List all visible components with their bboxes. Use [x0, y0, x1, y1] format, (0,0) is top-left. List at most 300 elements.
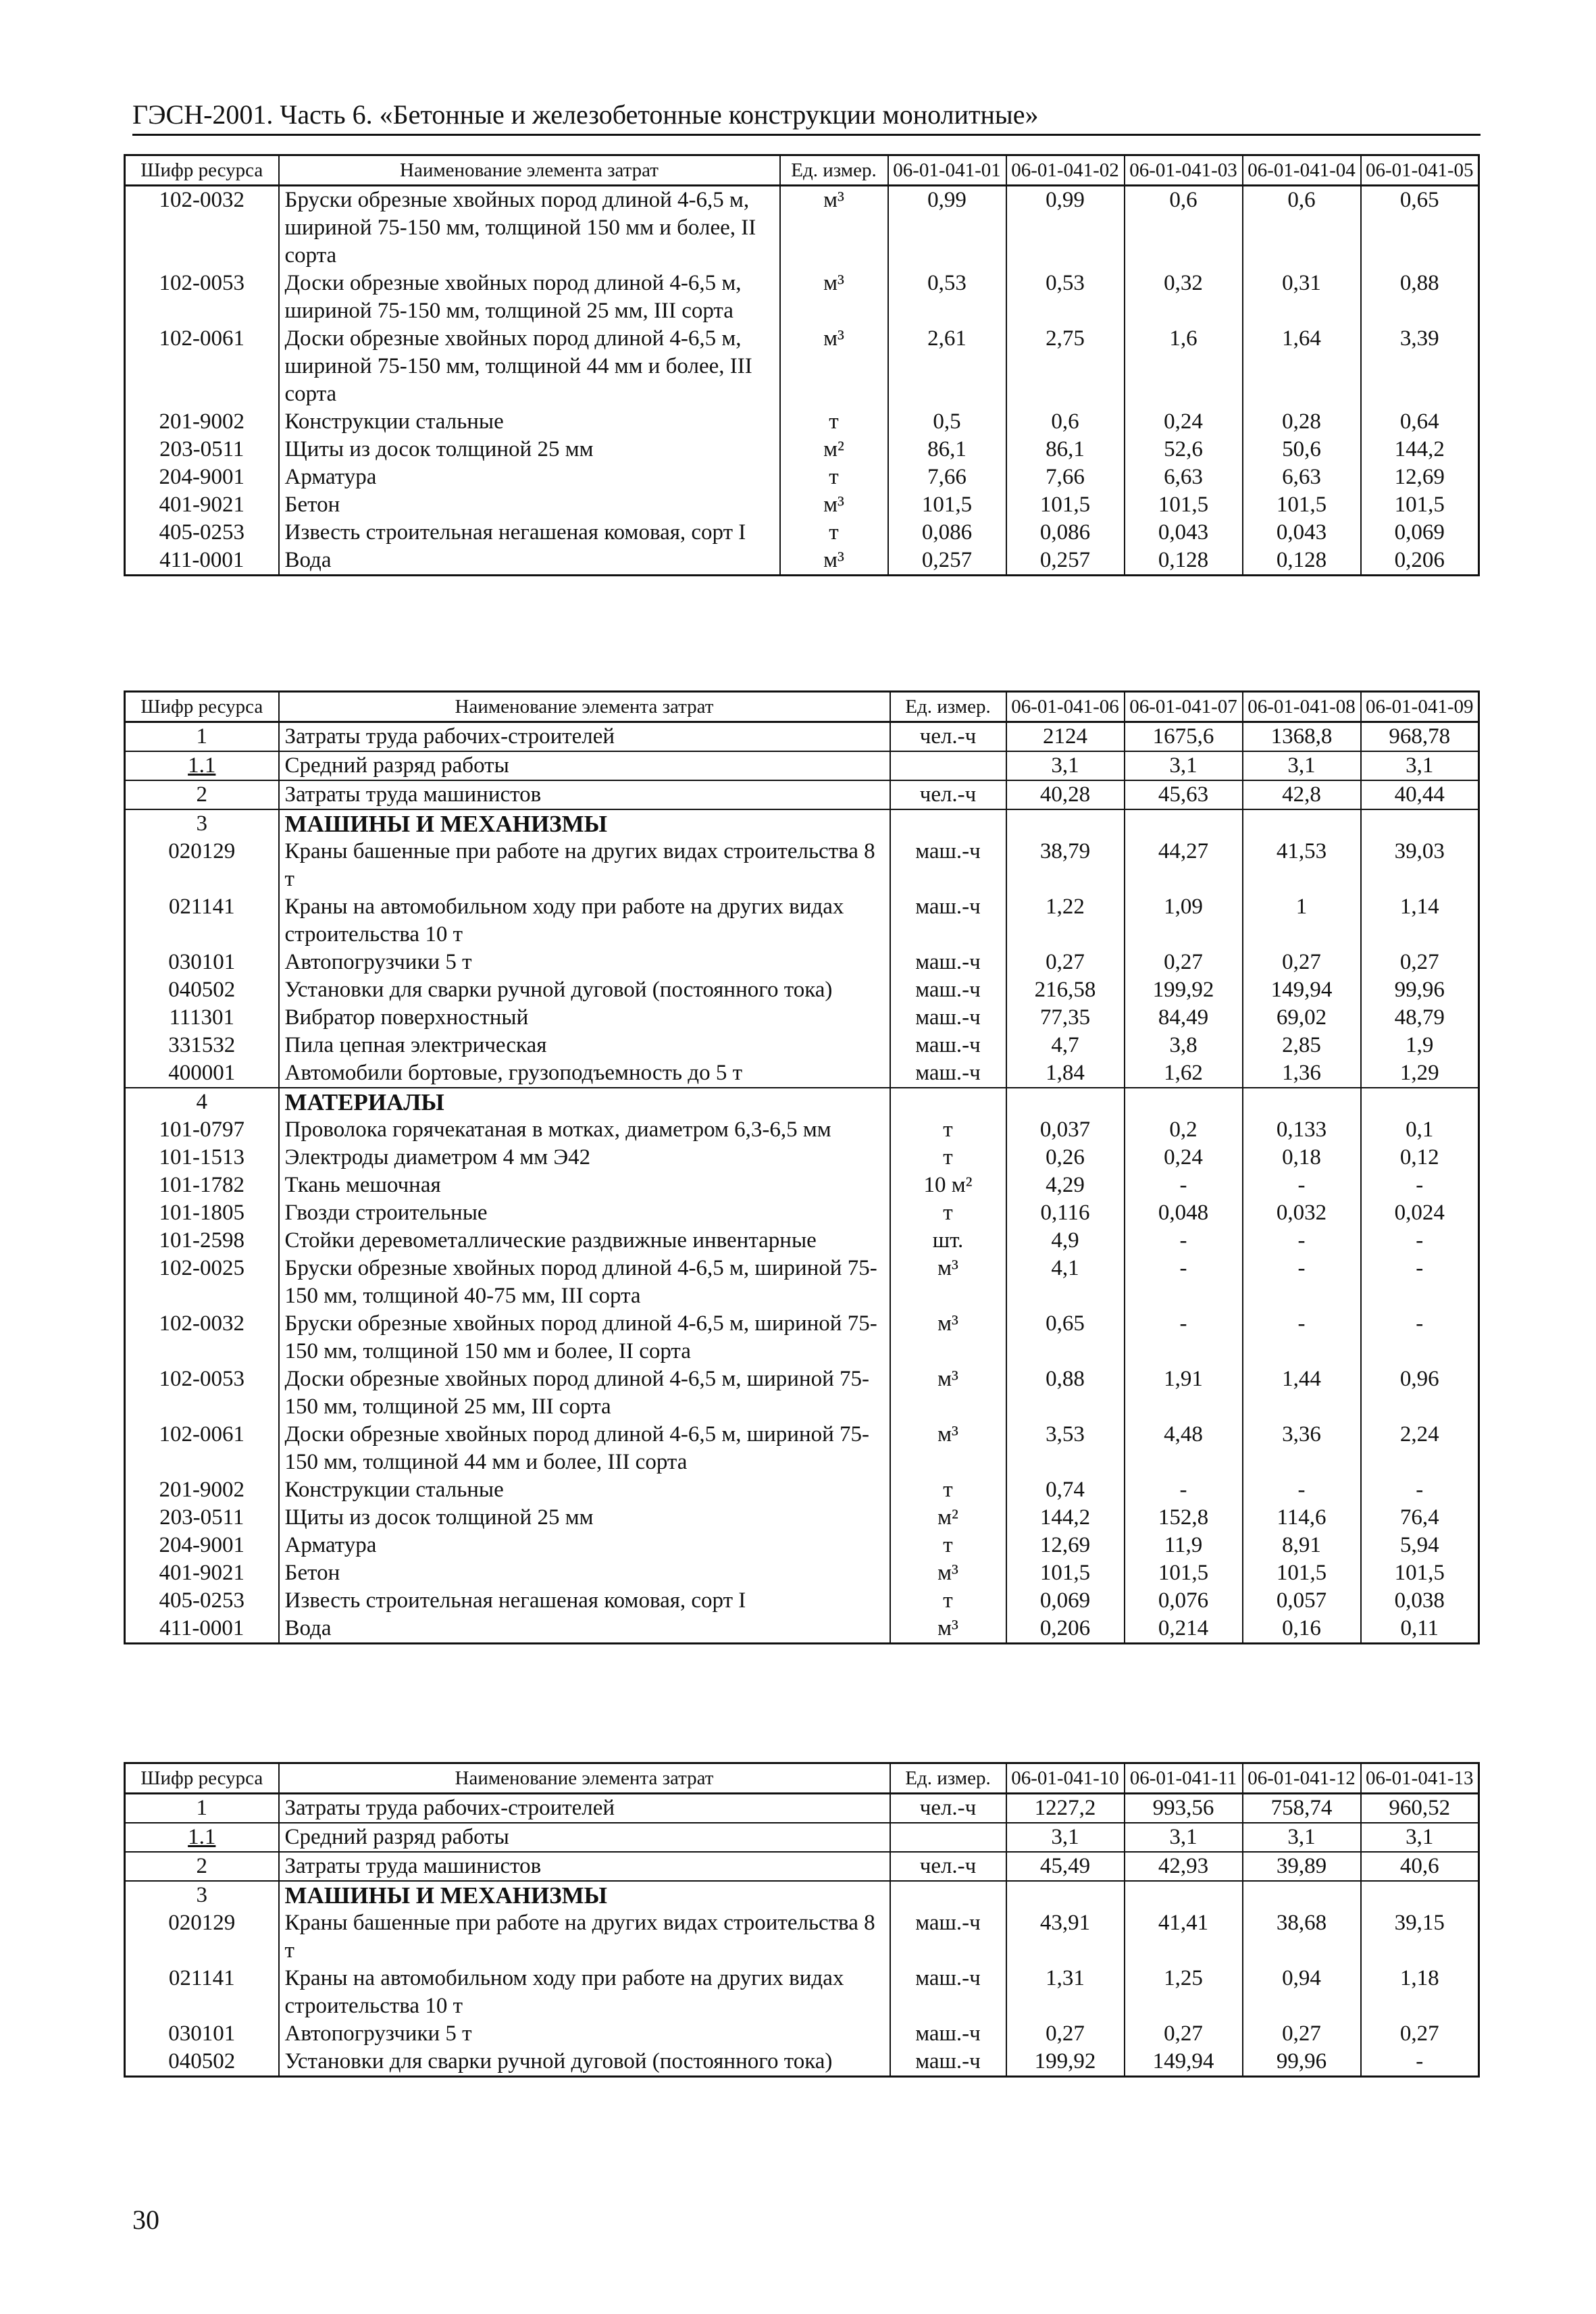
value-cell: -	[1243, 1227, 1361, 1255]
table-row	[125, 1852, 1479, 1881]
value-cell: 199,92	[1125, 976, 1243, 1004]
value-cell: 7,66	[1006, 463, 1125, 491]
cost-item-name: Щиты из досок толщиной 25 мм	[279, 1504, 890, 1532]
unit-cell: 10 м²	[890, 1172, 1006, 1199]
cost-item-name: Ткань мешочная	[279, 1172, 890, 1199]
table-row	[125, 1116, 1479, 1144]
value-cell: 2,61	[888, 325, 1006, 408]
cost-item-name: Бетон	[279, 491, 780, 519]
cost-item-name: Бруски обрезные хвойных пород длиной 4-6,5 м, шириной 75-150 мм, толщиной 40-75 мм, III сорта	[279, 1255, 890, 1310]
col-header-value: 06-01-041-09	[1361, 692, 1479, 722]
value-cell: 0,27	[1361, 949, 1479, 976]
unit-cell: т	[780, 519, 888, 547]
value-cell: 1,09	[1125, 893, 1243, 949]
value-cell: 39,15	[1361, 1909, 1479, 1965]
unit-cell: м³	[780, 325, 888, 408]
value-cell: 1,36	[1243, 1059, 1361, 1088]
table-row	[125, 2048, 1479, 2077]
value-cell: 0,2	[1125, 1116, 1243, 1144]
resource-code: 2	[125, 780, 279, 809]
col-header-value: 06-01-041-10	[1006, 1763, 1125, 1794]
cost-item-name: Затраты труда машинистов	[279, 780, 890, 809]
value-cell: 144,2	[1006, 1504, 1125, 1532]
value-cell: 101,5	[888, 491, 1006, 519]
resource-code: 405-0253	[125, 519, 279, 547]
value-cell: 2,24	[1361, 1421, 1479, 1476]
value-cell: 0,043	[1243, 519, 1361, 547]
value-cell	[1125, 809, 1243, 838]
value-cell: 99,96	[1361, 976, 1479, 1004]
resource-code: 1	[125, 1794, 279, 1823]
unit-cell: чел.-ч	[890, 1794, 1006, 1823]
cost-item-name: Автопогрузчики 5 т	[279, 949, 890, 976]
value-cell: 2,85	[1243, 1032, 1361, 1059]
table-row	[125, 780, 1479, 809]
unit-cell: маш.-ч	[890, 838, 1006, 893]
value-cell: -	[1243, 1255, 1361, 1310]
value-cell: 101,5	[1243, 1559, 1361, 1587]
col-header-value: 06-01-041-07	[1125, 692, 1243, 722]
value-cell: 1675,6	[1125, 722, 1243, 752]
cost-item-name: МАШИНЫ И МЕХАНИЗМЫ	[279, 809, 890, 838]
resource-code: 021141	[125, 1965, 279, 2020]
resource-table-2	[124, 690, 1480, 1644]
table-row	[125, 1421, 1479, 1476]
unit-cell: шт.	[890, 1227, 1006, 1255]
resource-code: 204-9001	[125, 463, 279, 491]
value-cell: 12,69	[1361, 463, 1479, 491]
value-cell: 2124	[1006, 722, 1125, 752]
unit-cell: м³	[890, 1365, 1006, 1421]
cost-item-name: Автопогрузчики 5 т	[279, 2020, 890, 2048]
value-cell: 0,5	[888, 408, 1006, 436]
value-cell: 0,257	[888, 547, 1006, 576]
value-cell: 4,1	[1006, 1255, 1125, 1310]
value-cell: 0,048	[1125, 1199, 1243, 1227]
value-cell: -	[1361, 1310, 1479, 1365]
resource-code: 1.1	[125, 751, 279, 780]
value-cell: 38,68	[1243, 1909, 1361, 1965]
cost-item-name: Доски обрезные хвойных пород длиной 4-6,5 м, шириной 75-150 мм, толщиной 25 мм, III сорта	[279, 270, 780, 325]
unit-cell: м²	[890, 1504, 1006, 1532]
value-cell: 0,18	[1243, 1144, 1361, 1172]
unit-cell: м³	[890, 1559, 1006, 1587]
value-cell: 1,91	[1125, 1365, 1243, 1421]
resource-code: 040502	[125, 2048, 279, 2077]
unit-cell: маш.-ч	[890, 2048, 1006, 2077]
resource-code: 030101	[125, 2020, 279, 2048]
value-cell: 0,11	[1361, 1615, 1479, 1644]
value-cell: -	[1125, 1255, 1243, 1310]
col-header-value: 06-01-041-12	[1243, 1763, 1361, 1794]
value-cell: 0,27	[1243, 2020, 1361, 2048]
value-cell: 52,6	[1125, 436, 1243, 463]
table-row	[125, 408, 1479, 436]
value-cell	[1125, 1088, 1243, 1116]
table-row	[125, 186, 1479, 270]
value-cell: 0,6	[1125, 186, 1243, 270]
cost-item-name: Краны на автомобильном ходу при работе на других видах строительства 10 т	[279, 1965, 890, 2020]
value-cell: 0,086	[1006, 519, 1125, 547]
table-row	[125, 809, 1479, 838]
value-cell: -	[1125, 1227, 1243, 1255]
unit-cell: м³	[780, 186, 888, 270]
value-cell: 0,27	[1006, 2020, 1125, 2048]
table-row	[125, 1909, 1479, 1965]
table-row	[125, 1476, 1479, 1504]
value-cell: 38,79	[1006, 838, 1125, 893]
resource-code: 101-2598	[125, 1227, 279, 1255]
value-cell: -	[1125, 1310, 1243, 1365]
table-row	[125, 1587, 1479, 1615]
cost-item-name: Конструкции стальные	[279, 408, 780, 436]
value-cell: 69,02	[1243, 1004, 1361, 1032]
table-row	[125, 1504, 1479, 1532]
table-row	[125, 1310, 1479, 1365]
value-cell	[1006, 1088, 1125, 1116]
cost-item-name: Известь строительная негашеная комовая, сорт I	[279, 519, 780, 547]
resource-code: 401-9021	[125, 1559, 279, 1587]
unit-cell: т	[890, 1116, 1006, 1144]
col-header-code: Шифр ресурса	[125, 155, 279, 186]
value-cell: 3,1	[1125, 751, 1243, 780]
value-cell: 152,8	[1125, 1504, 1243, 1532]
value-cell: 149,94	[1243, 976, 1361, 1004]
value-cell	[1361, 809, 1479, 838]
cost-item-name: МАШИНЫ И МЕХАНИЗМЫ	[279, 1881, 890, 1909]
value-cell: 1368,8	[1243, 722, 1361, 752]
table-row	[125, 436, 1479, 463]
value-cell: 149,94	[1125, 2048, 1243, 2077]
cost-item-name: Краны на автомобильном ходу при работе на других видах строительства 10 т	[279, 893, 890, 949]
value-cell: 3,1	[1361, 751, 1479, 780]
value-cell: 3,53	[1006, 1421, 1125, 1476]
unit-cell: м³	[890, 1421, 1006, 1476]
value-cell	[1243, 809, 1361, 838]
resource-code: 102-0032	[125, 1310, 279, 1365]
value-cell: 0,206	[1006, 1615, 1125, 1644]
table-row	[125, 751, 1479, 780]
value-cell: 3,39	[1361, 325, 1479, 408]
value-cell: 0,96	[1361, 1365, 1479, 1421]
table-row	[125, 1615, 1479, 1644]
value-cell: 0,65	[1361, 186, 1479, 270]
value-cell: 0,038	[1361, 1587, 1479, 1615]
value-cell: 0,31	[1243, 270, 1361, 325]
value-cell: 0,024	[1361, 1199, 1479, 1227]
unit-cell: т	[780, 463, 888, 491]
value-cell: 1,44	[1243, 1365, 1361, 1421]
value-cell: 758,74	[1243, 1794, 1361, 1823]
unit-cell: м³	[780, 491, 888, 519]
value-cell: 0,53	[888, 270, 1006, 325]
col-header-unit: Ед. измер.	[780, 155, 888, 186]
value-cell: -	[1361, 2048, 1479, 2077]
col-header-value: 06-01-041-03	[1125, 155, 1243, 186]
resource-code: 4	[125, 1088, 279, 1116]
cost-item-name: Средний разряд работы	[279, 751, 890, 780]
resource-code: 102-0032	[125, 186, 279, 270]
value-cell: 1,18	[1361, 1965, 1479, 2020]
resource-code: 204-9001	[125, 1532, 279, 1559]
unit-cell: м²	[780, 436, 888, 463]
col-header-value: 06-01-041-01	[888, 155, 1006, 186]
value-cell: -	[1243, 1172, 1361, 1199]
cost-item-name: Электроды диаметром 4 мм Э42	[279, 1144, 890, 1172]
value-cell: -	[1361, 1255, 1479, 1310]
col-header-value: 06-01-041-04	[1243, 155, 1361, 186]
table-row	[125, 547, 1479, 576]
value-cell: 101,5	[1006, 1559, 1125, 1587]
value-cell: 101,5	[1125, 1559, 1243, 1587]
unit-cell: маш.-ч	[890, 949, 1006, 976]
value-cell: 0,069	[1361, 519, 1479, 547]
unit-cell: м³	[780, 547, 888, 576]
cost-item-name: Вода	[279, 547, 780, 576]
resource-code: 411-0001	[125, 1615, 279, 1644]
unit-cell: м³	[890, 1255, 1006, 1310]
value-cell: 0,27	[1243, 949, 1361, 976]
table-row	[125, 1004, 1479, 1032]
value-cell: 968,78	[1361, 722, 1479, 752]
resource-code: 101-0797	[125, 1116, 279, 1144]
value-cell: 4,9	[1006, 1227, 1125, 1255]
resource-code: 400001	[125, 1059, 279, 1088]
resource-code: 030101	[125, 949, 279, 976]
value-cell: 84,49	[1125, 1004, 1243, 1032]
resource-code: 021141	[125, 893, 279, 949]
value-cell: 0,27	[1361, 2020, 1479, 2048]
resource-code: 201-9002	[125, 408, 279, 436]
value-cell: 3,1	[1361, 1823, 1479, 1852]
value-cell: 4,29	[1006, 1172, 1125, 1199]
table-row	[125, 1823, 1479, 1852]
table-row	[125, 270, 1479, 325]
resource-code: 102-0025	[125, 1255, 279, 1310]
resource-code: 020129	[125, 838, 279, 893]
table-row	[125, 1144, 1479, 1172]
resource-code: 411-0001	[125, 547, 279, 576]
value-cell: 1,9	[1361, 1032, 1479, 1059]
resource-code: 2	[125, 1852, 279, 1881]
unit-cell	[890, 1088, 1006, 1116]
value-cell: 0,043	[1125, 519, 1243, 547]
value-cell: 0,12	[1361, 1144, 1479, 1172]
table-row	[125, 1032, 1479, 1059]
cost-item-name: Установки для сварки ручной дуговой (постоянного тока)	[279, 2048, 890, 2077]
value-cell: 3,1	[1006, 751, 1125, 780]
value-cell: 11,9	[1125, 1532, 1243, 1559]
unit-cell: чел.-ч	[890, 722, 1006, 752]
value-cell: 40,6	[1361, 1852, 1479, 1881]
table-header-row	[125, 692, 1479, 722]
unit-cell: чел.-ч	[890, 1852, 1006, 1881]
value-cell: 6,63	[1125, 463, 1243, 491]
value-cell: -	[1361, 1227, 1479, 1255]
col-header-value: 06-01-041-06	[1006, 692, 1125, 722]
value-cell: 0,88	[1361, 270, 1479, 325]
value-cell: 0,6	[1243, 186, 1361, 270]
table-row	[125, 1199, 1479, 1227]
value-cell: 114,6	[1243, 1504, 1361, 1532]
col-header-value: 06-01-041-05	[1361, 155, 1479, 186]
unit-cell: маш.-ч	[890, 1059, 1006, 1088]
col-header-code: Шифр ресурса	[125, 1763, 279, 1794]
value-cell: 41,53	[1243, 838, 1361, 893]
resource-code: 3	[125, 809, 279, 838]
value-cell: 42,93	[1125, 1852, 1243, 1881]
table-row	[125, 1088, 1479, 1116]
value-cell: 0,214	[1125, 1615, 1243, 1644]
value-cell: 0,24	[1125, 408, 1243, 436]
unit-cell: маш.-ч	[890, 1004, 1006, 1032]
unit-cell: т	[780, 408, 888, 436]
value-cell: 45,49	[1006, 1852, 1125, 1881]
value-cell: 144,2	[1361, 436, 1479, 463]
cost-item-name: Бруски обрезные хвойных пород длиной 4-6,5 м, шириной 75-150 мм, толщиной 150 мм и более, II сорта	[279, 1310, 890, 1365]
value-cell: 0,99	[888, 186, 1006, 270]
value-cell: 4,48	[1125, 1421, 1243, 1476]
table-row	[125, 491, 1479, 519]
table-row	[125, 893, 1479, 949]
value-cell: 199,92	[1006, 2048, 1125, 2077]
value-cell: 1,22	[1006, 893, 1125, 949]
value-cell: 0,53	[1006, 270, 1125, 325]
table-row	[125, 519, 1479, 547]
value-cell: 0,99	[1006, 186, 1125, 270]
value-cell: 1,6	[1125, 325, 1243, 408]
value-cell: 12,69	[1006, 1532, 1125, 1559]
cost-item-name: Бруски обрезные хвойных пород длиной 4-6,5 м, шириной 75-150 мм, толщиной 150 мм и более, II сорта	[279, 186, 780, 270]
table-row	[125, 722, 1479, 752]
cost-item-name: Бетон	[279, 1559, 890, 1587]
value-cell: 0,26	[1006, 1144, 1125, 1172]
value-cell: 2,75	[1006, 325, 1125, 408]
value-cell: 3,1	[1243, 1823, 1361, 1852]
unit-cell	[890, 751, 1006, 780]
cost-item-name: Известь строительная негашеная комовая, сорт I	[279, 1587, 890, 1615]
value-cell: 5,94	[1361, 1532, 1479, 1559]
value-cell: -	[1243, 1310, 1361, 1365]
value-cell: 101,5	[1361, 491, 1479, 519]
value-cell: 86,1	[1006, 436, 1125, 463]
value-cell: -	[1125, 1476, 1243, 1504]
cost-item-name: Затраты труда рабочих-строителей	[279, 722, 890, 752]
page-header: ГЭСН-2001. Часть 6. «Бетонные и железобетонные конструкции монолитные»	[132, 99, 1481, 136]
col-header-unit: Ед. измер.	[890, 1763, 1006, 1794]
value-cell: 45,63	[1125, 780, 1243, 809]
cost-item-name: Средний разряд работы	[279, 1823, 890, 1852]
unit-cell: маш.-ч	[890, 1032, 1006, 1059]
cost-item-name: Затраты труда машинистов	[279, 1852, 890, 1881]
resource-code: 401-9021	[125, 491, 279, 519]
unit-cell: маш.-ч	[890, 1909, 1006, 1965]
value-cell: 101,5	[1243, 491, 1361, 519]
value-cell	[1361, 1881, 1479, 1909]
value-cell: 1,84	[1006, 1059, 1125, 1088]
value-cell	[1361, 1088, 1479, 1116]
value-cell: 0,27	[1125, 949, 1243, 976]
table-row	[125, 463, 1479, 491]
table-row	[125, 1059, 1479, 1088]
cost-item-name: Арматура	[279, 463, 780, 491]
value-cell: 0,128	[1243, 547, 1361, 576]
resource-code: 020129	[125, 1909, 279, 1965]
value-cell: 3,1	[1125, 1823, 1243, 1852]
table-row	[125, 949, 1479, 976]
cost-item-name: Доски обрезные хвойных пород длиной 4-6,5 м, шириной 75-150 мм, толщиной 44 мм и более, III сорта	[279, 1421, 890, 1476]
resource-code: 040502	[125, 976, 279, 1004]
col-header-name: Наименование элемента затрат	[279, 155, 780, 186]
table-row	[125, 2020, 1479, 2048]
value-cell: 0,6	[1006, 408, 1125, 436]
value-cell: 44,27	[1125, 838, 1243, 893]
table-row	[125, 838, 1479, 893]
table-row	[125, 1227, 1479, 1255]
value-cell: 0,037	[1006, 1116, 1125, 1144]
cost-item-name: Доски обрезные хвойных пород длиной 4-6,5 м, шириной 75-150 мм, толщиной 44 мм и более, III сорта	[279, 325, 780, 408]
cost-item-name: Гвозди строительные	[279, 1199, 890, 1227]
cost-item-name: Краны башенные при работе на других видах строительства 8 т	[279, 1909, 890, 1965]
value-cell	[1243, 1088, 1361, 1116]
cost-item-name: Щиты из досок толщиной 25 мм	[279, 436, 780, 463]
value-cell: 1,64	[1243, 325, 1361, 408]
table-row	[125, 1559, 1479, 1587]
table-row	[125, 1365, 1479, 1421]
value-cell: 0,257	[1006, 547, 1125, 576]
value-cell	[1006, 1881, 1125, 1909]
value-cell: 0,32	[1125, 270, 1243, 325]
resource-code: 203-0511	[125, 1504, 279, 1532]
value-cell: -	[1243, 1476, 1361, 1504]
value-cell: 1227,2	[1006, 1794, 1125, 1823]
cost-item-name: Автомобили бортовые, грузоподъемность до 5 т	[279, 1059, 890, 1088]
value-cell: -	[1361, 1172, 1479, 1199]
value-cell: 4,7	[1006, 1032, 1125, 1059]
value-cell: 0,64	[1361, 408, 1479, 436]
cost-item-name: МАТЕРИАЛЫ	[279, 1088, 890, 1116]
unit-cell: маш.-ч	[890, 893, 1006, 949]
cost-item-name: Пила цепная электрическая	[279, 1032, 890, 1059]
value-cell: 0,88	[1006, 1365, 1125, 1421]
value-cell: 0,1	[1361, 1116, 1479, 1144]
value-cell: 0,057	[1243, 1587, 1361, 1615]
col-header-name: Наименование элемента затрат	[279, 1763, 890, 1794]
table-row	[125, 1255, 1479, 1310]
table-row	[125, 1965, 1479, 2020]
value-cell: 3,36	[1243, 1421, 1361, 1476]
value-cell: 42,8	[1243, 780, 1361, 809]
unit-cell	[890, 1823, 1006, 1852]
value-cell: 1,25	[1125, 1965, 1243, 2020]
value-cell: 76,4	[1361, 1504, 1479, 1532]
cost-item-name: Установки для сварки ручной дуговой (постоянного тока)	[279, 976, 890, 1004]
cost-item-name: Доски обрезные хвойных пород длиной 4-6,5 м, шириной 75-150 мм, толщиной 25 мм, III сорта	[279, 1365, 890, 1421]
value-cell: 101,5	[1125, 491, 1243, 519]
unit-cell: т	[890, 1587, 1006, 1615]
value-cell: 43,91	[1006, 1909, 1125, 1965]
unit-cell: т	[890, 1476, 1006, 1504]
unit-cell: м³	[890, 1615, 1006, 1644]
value-cell: 0,16	[1243, 1615, 1361, 1644]
resource-table-3	[124, 1762, 1480, 2078]
unit-cell	[890, 1881, 1006, 1909]
col-header-value: 06-01-041-08	[1243, 692, 1361, 722]
col-header-value: 06-01-041-13	[1361, 1763, 1479, 1794]
unit-cell: маш.-ч	[890, 2020, 1006, 2048]
value-cell: 0,28	[1243, 408, 1361, 436]
unit-cell: чел.-ч	[890, 780, 1006, 809]
